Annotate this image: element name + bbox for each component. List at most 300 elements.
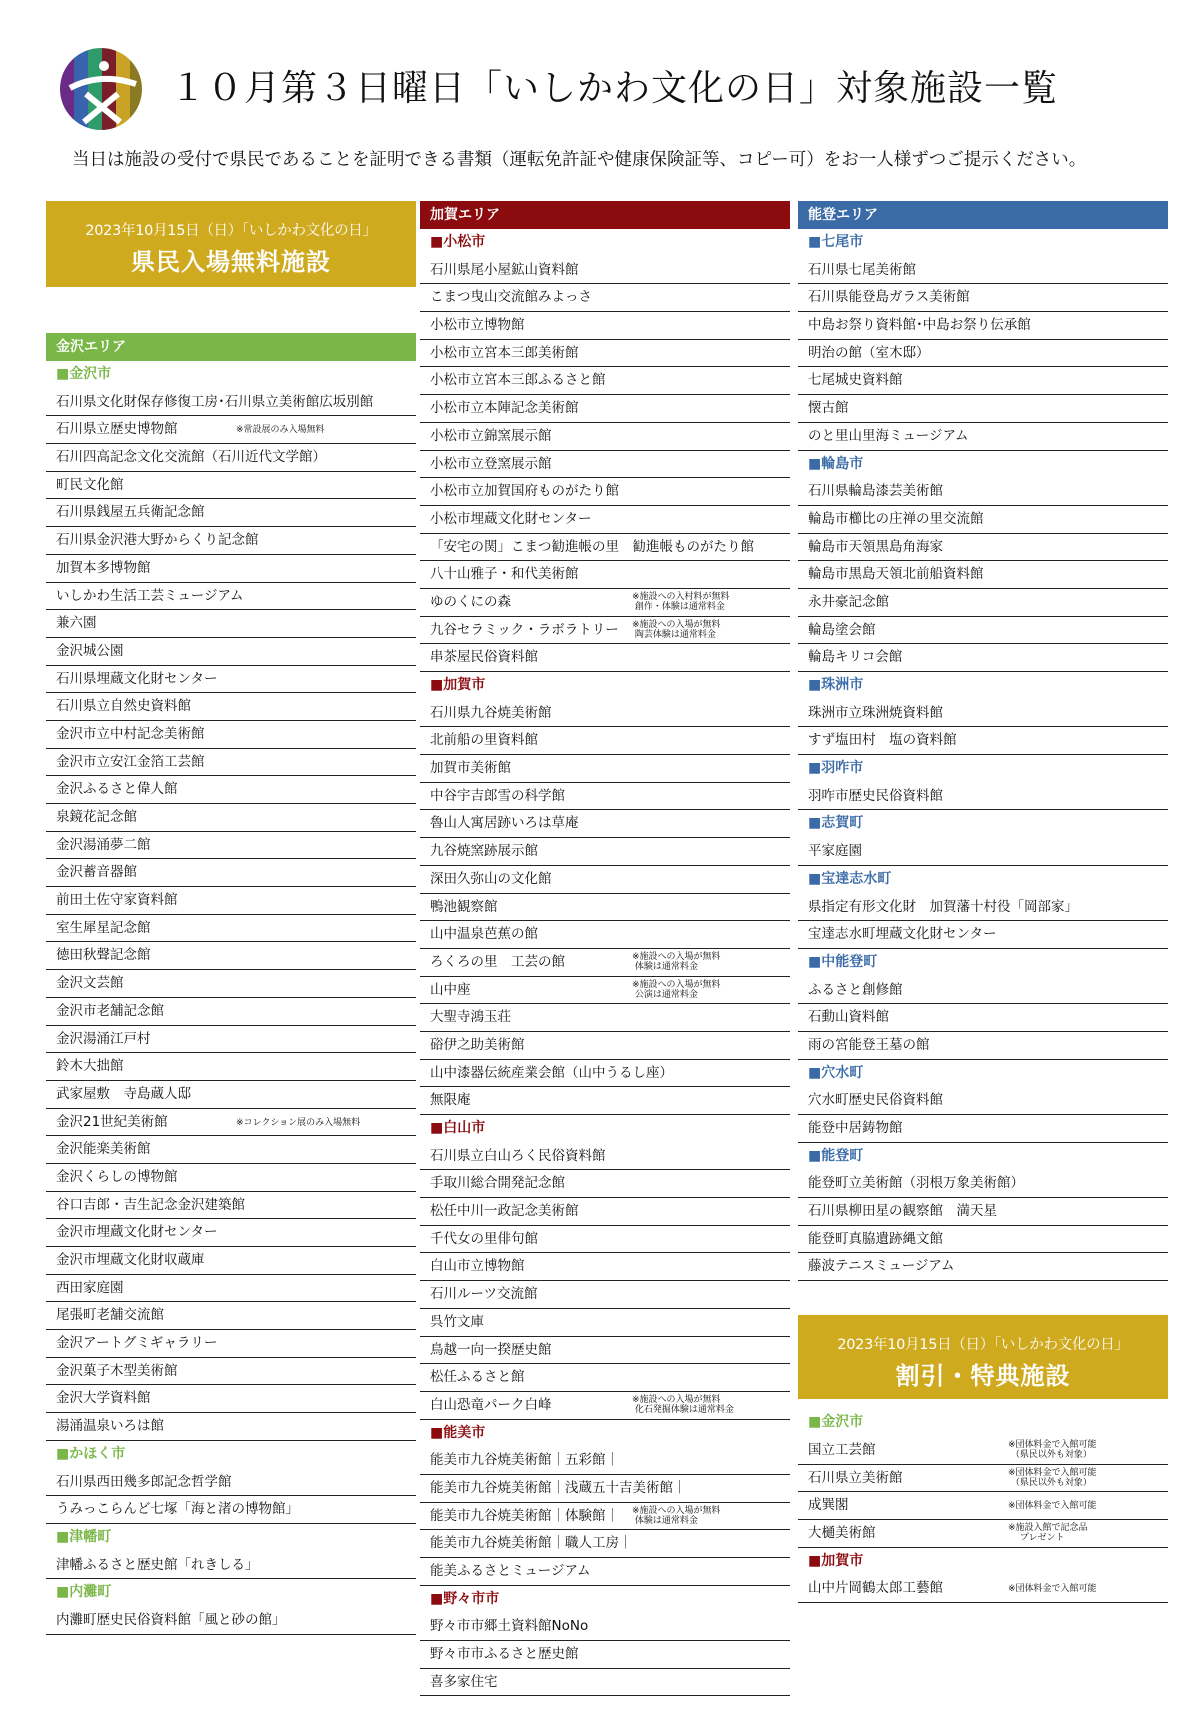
facility-row: [46, 832, 416, 860]
facility-list-kanazawa: [46, 361, 416, 1635]
area-header-kanazawa: 金沢エリア: [46, 333, 416, 361]
facility-name: 県指定有形文化財 加賀藩十村役「岡部家」: [808, 898, 1078, 915]
city-heading: ■珠洲市: [808, 677, 864, 693]
facility-row: [420, 1530, 790, 1558]
facility-name: 七尾城史資料館: [808, 372, 903, 389]
notice-text: 当日は施設の受付で県民であることを証明できる書類（運転免許証や健康保険証等、コピー可）をお一人様ずつご提示ください。: [72, 150, 1087, 170]
facility-row: [46, 1109, 416, 1137]
facility-row: [798, 727, 1168, 755]
facility-name: 能登町真脇遺跡縄文館: [808, 1230, 943, 1247]
facility-row: [798, 589, 1168, 617]
facility-row: [420, 451, 790, 479]
facility-name: 石川県立美術館: [808, 1469, 903, 1486]
facility-name: 石川県九谷焼美術館: [430, 704, 552, 721]
facility-name: 石動山資料館: [808, 1009, 889, 1026]
facility-row: [798, 1198, 1168, 1226]
facility-name: 穴水町歴史民俗資料館: [808, 1092, 943, 1109]
city-heading: ■能美市: [430, 1424, 486, 1441]
city-heading: ■加賀市: [808, 1552, 864, 1569]
facility-row: [798, 340, 1168, 368]
facility-name: 石川県柳田星の観察館 満天星: [808, 1203, 997, 1220]
facility-row: [420, 977, 790, 1005]
facility-note: ※施設への入場が無料 化石発掘体験は通常料金: [632, 1394, 734, 1415]
facility-row: [420, 1669, 790, 1697]
facility-name: 武家屋敷 寺島蔵人邸: [56, 1085, 191, 1102]
facility-name: 小松市立本陣記念美術館: [430, 400, 579, 417]
facility-row: [46, 583, 416, 611]
facility-name: 金沢アートグミギャラリー: [56, 1335, 218, 1352]
facility-name: 北前船の里資料館: [430, 732, 538, 749]
facility-row: [46, 721, 416, 749]
facility-row: [798, 1226, 1168, 1254]
facility-row: [46, 527, 416, 555]
city-heading: ■小松市: [430, 234, 486, 250]
facility-row: [420, 1032, 790, 1060]
free-admission-banner: [46, 201, 416, 287]
city-heading: ■能登町: [808, 1147, 864, 1164]
column-noto: [798, 201, 1168, 1603]
facility-row: [420, 1087, 790, 1115]
facility-row: [420, 1475, 790, 1503]
facility-name: 徳田秋聲記念館: [56, 947, 151, 964]
facility-row: [798, 838, 1168, 866]
facility-name: 鳥越一向一揆歴史館: [430, 1341, 552, 1358]
discount-banner: [798, 1315, 1168, 1399]
facility-row: [798, 783, 1168, 811]
facility-name: 小松市埋蔵文化財センター: [430, 510, 592, 527]
facility-name: 石川県西田幾多郎記念哲学館: [56, 1473, 232, 1490]
city-heading: ■輪島市: [808, 455, 864, 472]
facility-name: 山中温泉芭蕉の館: [430, 926, 538, 943]
facility-name: 松任ふるさと館: [430, 1369, 525, 1386]
facility-name: 金沢大学資料館: [56, 1390, 151, 1407]
facility-row: [46, 1469, 416, 1497]
facility-name: 山中座: [430, 981, 471, 998]
facility-name: 串茶屋民俗資料館: [430, 649, 538, 666]
facility-row: [420, 1060, 790, 1088]
facility-row: [420, 423, 790, 451]
facility-row: [46, 859, 416, 887]
facility-name: 金沢城公園: [56, 642, 124, 659]
facility-row: [46, 942, 416, 970]
facility-name: 前田土佐守家資料館: [56, 892, 178, 909]
facility-name: 石川県立白山ろく民俗資料館: [430, 1147, 606, 1164]
facility-row: [798, 395, 1168, 423]
facility-name: 「安宅の関」こまつ勧進帳の里 勧進帳ものがたり館: [430, 538, 754, 555]
facility-row: [420, 561, 790, 589]
facility-row: [798, 700, 1168, 728]
facility-name: 中谷宇吉郎雪の科学館: [430, 787, 565, 804]
facility-name: 金沢市老舗記念館: [56, 1002, 164, 1019]
facility-row: [420, 700, 790, 728]
logo: [60, 48, 142, 130]
facility-row: [798, 423, 1168, 451]
facility-name: 金沢能楽美術館: [56, 1141, 151, 1158]
facility-name: すず塩田村 塩の資料館: [808, 732, 957, 749]
facility-row: [798, 1004, 1168, 1032]
facility-name: 小松市立加賀国府ものがたり館: [430, 483, 619, 500]
facility-name: 能美市九谷焼美術館｜五彩館｜: [430, 1452, 619, 1469]
facility-row: [46, 555, 416, 583]
facility-row: [420, 1143, 790, 1171]
facility-name: 小松市立宮本三郎ふるさと館: [430, 372, 606, 389]
facility-name: 野々市市ふるさと歴史館: [430, 1646, 579, 1663]
facility-name: 谷口吉郎・吉生記念金沢建築館: [56, 1196, 245, 1213]
facility-row: [46, 1552, 416, 1580]
facility-name: 能美市九谷焼美術館｜職人工房｜: [430, 1535, 633, 1552]
facility-row: [46, 1219, 416, 1247]
facility-row: [420, 1503, 790, 1531]
facility-name: 金沢市埋蔵文化財収蔵庫: [56, 1252, 205, 1268]
facility-row: [420, 1392, 790, 1420]
city-heading: ■中能登町: [808, 953, 878, 970]
facility-note: ※施設入館で記念品 プレゼント: [1008, 1522, 1088, 1543]
facility-row: [420, 1253, 790, 1281]
facility-name: 鴨池観察館: [430, 898, 498, 915]
facility-row: [420, 367, 790, 395]
facility-row: [798, 257, 1168, 285]
facility-row: [420, 644, 790, 672]
facility-note: ※団体料金で入館可能: [1008, 1501, 1097, 1512]
facility-name: 小松市立錦窯展示館: [430, 427, 552, 444]
facility-name: 輪島市天領黒島角海家: [808, 538, 943, 555]
facility-row: [798, 1520, 1168, 1548]
facility-row: [420, 1226, 790, 1254]
facility-name: 加賀市美術館: [430, 760, 511, 777]
facility-name: 湯涌温泉いろは館: [56, 1418, 164, 1435]
facility-row: [46, 472, 416, 500]
facility-row: [46, 1136, 416, 1164]
facility-name: 石川県立自然史資料館: [56, 698, 191, 715]
facility-name: 永井豪記念館: [808, 593, 889, 610]
facility-name: 白山市立博物館: [430, 1258, 525, 1275]
facility-row: [46, 666, 416, 694]
facility-name: 山中漆器伝統産業会館（山中うるし座）: [430, 1064, 673, 1081]
facility-row: [46, 416, 416, 444]
facility-name: 石川県金沢港大野からくり記念館: [56, 532, 259, 549]
facility-name: 小松市立博物館: [430, 317, 525, 334]
facility-name: 能美市九谷焼美術館｜浅蔵五十吉美術館｜: [430, 1479, 687, 1496]
facility-name: 石川県埋蔵文化財センター: [56, 670, 218, 687]
facility-note: ※施設への入場が無料 公演は通常料金: [632, 979, 721, 1000]
facility-row: [798, 921, 1168, 949]
facility-row: [46, 389, 416, 417]
facility-name: 金沢湯涌江戸村: [56, 1030, 151, 1047]
city-heading: ■加賀市: [430, 677, 486, 693]
facility-row: [420, 312, 790, 340]
facility-name: 国立工芸館: [808, 1441, 876, 1458]
facility-row: [46, 749, 416, 777]
facility-row: [420, 284, 790, 312]
facility-name: 手取川総合開発記念館: [430, 1175, 565, 1192]
facility-name: 呉竹文庫: [430, 1313, 484, 1330]
facility-row: [798, 1032, 1168, 1060]
page-title: １０月第３日曜日「いしかわ文化の日」対象施設一覧: [170, 68, 1059, 109]
facility-name: 深田久弥山の文化館: [430, 870, 552, 887]
discount-banner-date: 2023年10月15日（日）「いしかわ文化の日」: [837, 1337, 1129, 1354]
facility-row: [420, 1364, 790, 1392]
facility-row: [798, 1575, 1168, 1603]
facility-name: 輪島市黒島天領北前船資料館: [808, 566, 984, 583]
facility-name: 内灘町歴史民俗資料館「風と砂の館」: [56, 1611, 286, 1628]
facility-row: [420, 257, 790, 285]
facility-name: 金沢菓子木型美術館: [56, 1362, 178, 1379]
facility-row: [46, 1413, 416, 1441]
facility-row: [46, 638, 416, 666]
city-heading: ■かほく市: [56, 1445, 126, 1462]
facility-name: 町民文化館: [56, 476, 124, 493]
facility-row: [798, 478, 1168, 506]
facility-name: 石川県尾小屋鉱山資料館: [430, 261, 579, 278]
city-heading: ■七尾市: [808, 234, 864, 250]
facility-name: こまつ曳山交流館みよっさ: [430, 289, 592, 306]
facility-row: [798, 312, 1168, 340]
facility-name: 能美ふるさとミュージアム: [430, 1563, 591, 1579]
facility-row: [798, 977, 1168, 1005]
facility-row: [420, 783, 790, 811]
area-header-kaga: 加賀エリア: [420, 201, 790, 229]
facility-name: 尾張町老舗交流館: [56, 1307, 164, 1324]
facility-row: [420, 340, 790, 368]
banner-title: 県民入場無料施設: [131, 248, 331, 276]
facility-name: 兼六園: [56, 615, 97, 632]
facility-row: [420, 395, 790, 423]
facility-row: [46, 1302, 416, 1330]
facility-row: [798, 367, 1168, 395]
facility-row: [798, 1170, 1168, 1198]
facility-name: 雨の宮能登王墓の館: [808, 1036, 930, 1053]
facility-note: ※施設への入場が無料 陶芸体験は通常料金: [632, 619, 721, 640]
city-heading: ■内灘町: [56, 1584, 112, 1601]
facility-row: [420, 1641, 790, 1669]
facility-name: 野々市市郷土資料館NoNo: [430, 1618, 589, 1635]
facility-row: [420, 727, 790, 755]
facility-note: ※コレクション展のみ入場無料: [236, 1117, 361, 1128]
facility-row: [798, 617, 1168, 645]
facility-name: 喜多家住宅: [430, 1673, 498, 1690]
facility-row: [420, 866, 790, 894]
banner-date: 2023年10月15日（日）「いしかわ文化の日」: [85, 223, 377, 239]
facility-name: 加賀本多博物館: [56, 559, 151, 576]
facility-row: [420, 617, 790, 645]
facility-name: 大聖寺鴻玉荘: [430, 1009, 511, 1026]
facility-name: 石川県輪島漆芸美術館: [808, 483, 943, 500]
facility-name: 金沢21世紀美術館: [56, 1113, 168, 1130]
facility-row: [798, 1087, 1168, 1115]
facility-name: 金沢湯涌夢二館: [56, 836, 151, 853]
facility-name: 山中片岡鶴太郎工藝館: [808, 1580, 943, 1597]
facility-row: [46, 1385, 416, 1413]
facility-name: 金沢市立中村記念美術館: [56, 725, 205, 742]
facility-name: 藤波テニスミュージアム: [808, 1258, 955, 1275]
facility-name: 硲伊之助美術館: [430, 1036, 525, 1053]
facility-note: ※施設への入場が無料 体験は通常料金: [632, 951, 721, 972]
facility-name: 西田家庭園: [56, 1279, 124, 1296]
facility-name: 石川県七尾美術館: [808, 261, 916, 278]
facility-row: [798, 1465, 1168, 1493]
facility-name: うみっこらんど七塚「海と渚の博物館」: [56, 1501, 299, 1518]
facility-name: 鈴木大拙館: [56, 1058, 124, 1075]
facility-row: [420, 1613, 790, 1641]
facility-name: 珠洲市立珠洲焼資料館: [808, 704, 943, 721]
discount-banner-title: 割引・特典施設: [895, 1362, 1071, 1391]
facility-row: [46, 970, 416, 998]
facility-name: 金沢市立安江金箔工芸館: [56, 753, 205, 770]
facility-name: 輪島塗会館: [808, 621, 876, 638]
facility-row: [46, 693, 416, 721]
facility-row: [46, 915, 416, 943]
facility-row: [46, 1358, 416, 1386]
facility-name: のと里山里海ミュージアム: [808, 427, 969, 444]
facility-row: [46, 1053, 416, 1081]
facility-row: [46, 1607, 416, 1635]
facility-row: [420, 1170, 790, 1198]
city-heading: ■金沢市: [808, 1414, 864, 1431]
facility-name: ふるさと創修館: [808, 981, 903, 998]
city-heading: ■白山市: [430, 1120, 486, 1136]
facility-row: [46, 1192, 416, 1220]
facility-name: 石川県文化財保存修復工房･石川県立美術館広坂別館: [56, 393, 374, 410]
facility-row: [420, 589, 790, 617]
facility-name: 明治の館（室木邸）: [808, 344, 930, 361]
facility-row: [46, 804, 416, 832]
facility-row: [420, 894, 790, 922]
facility-name: 金沢くらしの博物館: [56, 1168, 178, 1185]
facility-row: [46, 1164, 416, 1192]
facility-name: ろくろの里 工芸の館: [430, 953, 565, 970]
facility-name: 金沢市埋蔵文化財センター: [56, 1224, 218, 1241]
facility-row: [798, 561, 1168, 589]
facility-name: 室生犀星記念館: [56, 919, 151, 936]
city-heading: ■羽咋市: [808, 760, 864, 777]
facility-name: 小松市立登窯展示館: [430, 455, 552, 472]
city-heading: ■志賀町: [808, 815, 864, 832]
facility-row: [798, 1253, 1168, 1281]
facility-list-noto: [798, 229, 1168, 1281]
facility-name: 津幡ふるさと歴史館「れきしる」: [56, 1556, 259, 1573]
facility-row: [420, 949, 790, 977]
facility-name: 八十山雅子・和代美術館: [430, 566, 579, 583]
facility-name: 石川ルーツ交流館: [430, 1286, 538, 1303]
facility-row: [46, 1081, 416, 1109]
city-heading: ■津幡町: [56, 1528, 112, 1545]
facility-note: ※常設展のみ入場無料: [236, 425, 325, 436]
facility-row: [420, 838, 790, 866]
facility-row: [46, 444, 416, 472]
facility-name: ゆのくにの森: [430, 593, 511, 610]
facility-name: 輪島市櫛比の庄禅の里交流館: [808, 510, 984, 527]
facility-name: 石川県銭屋五兵衛記念館: [56, 504, 205, 521]
facility-row: [798, 534, 1168, 562]
facility-row: [798, 284, 1168, 312]
facility-name: 金沢ふるさと偉人館: [56, 781, 178, 798]
area-header-noto: 能登エリア: [798, 201, 1168, 229]
facility-name: 宝達志水町埋蔵文化財センター: [808, 926, 997, 943]
facility-name: 魯山人寓居跡いろは草庵: [430, 815, 579, 832]
facility-row: [420, 810, 790, 838]
facility-name: 松任中川一政記念美術館: [430, 1203, 579, 1220]
column-kaga: [420, 201, 790, 1696]
column-kanazawa: [46, 201, 416, 1635]
facility-name: 金沢文芸館: [56, 975, 124, 992]
facility-name: 平家庭園: [808, 843, 862, 860]
facility-row: [46, 610, 416, 638]
facility-note: ※団体料金で入館可能 （県民以外も対象）: [1008, 1467, 1097, 1488]
facility-row: [798, 1437, 1168, 1465]
facility-name: 能美市九谷焼美術館｜体験館｜: [430, 1507, 619, 1524]
facility-name: 羽咋市歴史民俗資料館: [808, 787, 943, 804]
facility-row: [46, 887, 416, 915]
facility-name: 能登中居鋳物館: [808, 1120, 903, 1136]
facility-row: [420, 1309, 790, 1337]
facility-row: [420, 1281, 790, 1309]
facility-row: [798, 1492, 1168, 1520]
facility-name: 成巽閣: [808, 1497, 849, 1514]
facility-row: [46, 499, 416, 527]
facility-name: 九谷セラミック・ラボラトリー: [430, 621, 619, 638]
facility-name: 大樋美術館: [808, 1524, 876, 1541]
facility-note: ※団体料金で入館可能 （県民以外も対象）: [1008, 1439, 1097, 1460]
facility-row: [420, 1004, 790, 1032]
facility-row: [420, 534, 790, 562]
facility-name: いしかわ生活工芸ミュージアム: [56, 587, 244, 604]
facility-row: [420, 921, 790, 949]
city-heading: ■穴水町: [808, 1064, 864, 1081]
facility-row: [46, 1330, 416, 1358]
city-heading: ■野々市市: [430, 1590, 500, 1607]
facility-list-discount: [798, 1409, 1168, 1603]
facility-row: [420, 1558, 790, 1586]
facility-row: [420, 506, 790, 534]
city-heading: ■金沢市: [56, 366, 112, 382]
facility-row: [46, 776, 416, 804]
facility-row: [420, 755, 790, 783]
facility-row: [420, 1198, 790, 1226]
facility-name: 石川県立歴史博物館: [56, 421, 178, 438]
facility-name: 千代女の里俳句館: [430, 1230, 538, 1247]
facility-name: 能登町立美術館（羽根万象美術館）: [808, 1175, 1024, 1192]
facility-name: 九谷焼窯跡展示館: [430, 843, 538, 860]
facility-name: 石川四高記念文化交流館（石川近代文学館）: [56, 449, 326, 466]
facility-name: 小松市立宮本三郎美術館: [430, 344, 579, 361]
facility-name: 輪島キリコ会館: [808, 649, 903, 666]
facility-note: ※団体料金で入館可能: [1008, 1584, 1097, 1595]
facility-row: [420, 1337, 790, 1365]
city-heading: ■宝達志水町: [808, 870, 892, 887]
facility-row: [798, 644, 1168, 672]
facility-row: [46, 1247, 416, 1275]
facility-row: [46, 1496, 416, 1524]
facility-name: 金沢蓄音器館: [56, 864, 137, 881]
facility-name: 中島お祭り資料館･中島お祭り伝承館: [808, 317, 1031, 334]
facility-row: [798, 506, 1168, 534]
facility-row: [798, 1115, 1168, 1143]
facility-row: [798, 894, 1168, 922]
facility-row: [46, 1275, 416, 1303]
facility-name: 懐古館: [808, 400, 849, 417]
facility-row: [420, 1447, 790, 1475]
facility-name: 白山恐竜パーク白峰: [430, 1396, 552, 1413]
facility-list-kaga: [420, 229, 790, 1696]
facility-note: ※施設への入村料が無料 創作・体験は通常料金: [632, 591, 730, 612]
facility-name: 泉鏡花記念館: [56, 809, 137, 825]
facility-name: 石川県能登島ガラス美術館: [808, 289, 970, 306]
facility-row: [46, 1026, 416, 1054]
facility-name: 無限庵: [430, 1092, 471, 1109]
facility-row: [420, 478, 790, 506]
facility-note: ※施設への入場が無料 体験は通常料金: [632, 1505, 721, 1526]
facility-row: [46, 998, 416, 1026]
